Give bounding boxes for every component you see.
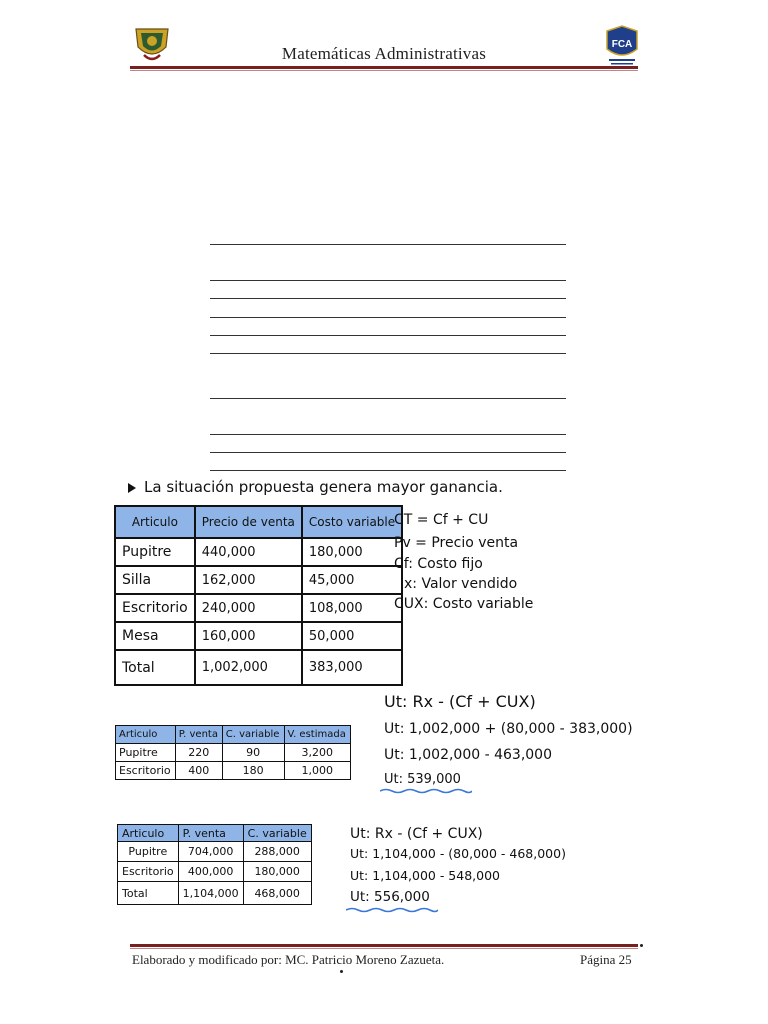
formula-line: CT = Cf + CU	[394, 512, 489, 528]
header-cell: C. variable	[243, 825, 311, 842]
ruled-line	[210, 317, 566, 318]
ruled-line	[210, 298, 566, 299]
table-total-row	[115, 650, 402, 685]
footer-rule	[130, 944, 638, 947]
formula-result: Ut: 539,000	[384, 772, 461, 787]
table-cell: Escritorio	[116, 762, 176, 780]
header-cell: P. venta	[178, 825, 243, 842]
table-cell: 45,000	[302, 566, 402, 594]
fca-logo	[605, 25, 639, 67]
table-cell: Silla	[115, 566, 195, 594]
formula-line: x: Valor vendido	[404, 576, 518, 592]
ruled-line	[210, 353, 566, 354]
header-cell: Costo variable	[302, 506, 402, 538]
table-cell: 220	[175, 744, 222, 762]
footer-rule-thin	[130, 948, 638, 949]
table-cell: Mesa	[115, 622, 195, 650]
table-cell: Pupitre	[118, 842, 179, 862]
formula-line: Cf: Costo fijo	[394, 556, 483, 572]
table-row	[116, 744, 351, 762]
ruled-line	[210, 434, 566, 435]
underline-squiggle	[380, 788, 472, 794]
table-cell: 1,104,000	[178, 882, 243, 905]
table-cell: 108,000	[302, 594, 402, 622]
page-number: Página 25	[580, 952, 632, 967]
table-row	[118, 842, 312, 862]
table-cell: 3,200	[284, 744, 350, 762]
table-header-row	[115, 506, 402, 538]
formula-line: Ut: 1,104,000 - 548,000	[350, 868, 500, 883]
table-cell: Pupitre	[115, 538, 195, 566]
table-row	[115, 538, 402, 566]
header-rule	[130, 66, 638, 69]
footer-author: Elaborado y modificado por: MC. Patricio Moreno Zazueta.	[132, 952, 445, 967]
table-cell: 468,000	[243, 882, 311, 905]
table-cell: 400,000	[178, 862, 243, 882]
table-cell: Escritorio	[118, 862, 179, 882]
ruled-line	[210, 244, 566, 245]
ruled-line	[210, 398, 566, 399]
fca-logo-text: FCA	[611, 39, 633, 50]
table-cell: Total	[118, 882, 179, 905]
header-cell: V. estimada	[284, 726, 350, 744]
formula-line: Pv = Precio venta	[394, 535, 519, 551]
proposed-table	[117, 824, 312, 905]
table-cell: 160,000	[195, 622, 302, 650]
table-row	[115, 566, 402, 594]
table-cell: Total	[115, 650, 195, 685]
table-cell: 400	[175, 762, 222, 780]
table-cell: 180,000	[302, 538, 402, 566]
header-cell: Articulo	[116, 726, 176, 744]
header-cell: Precio de venta	[195, 506, 302, 538]
table-header-row	[116, 726, 351, 744]
header-rule-thin	[130, 70, 638, 71]
formula-line: Ut: 1,104,000 - (80,000 - 468,000)	[350, 846, 566, 861]
formula-line: Ut: Rx - (Cf + CUX)	[350, 826, 483, 842]
conclusion-statement	[128, 478, 503, 496]
header-cell: Articulo	[118, 825, 179, 842]
table-cell: 162,000	[195, 566, 302, 594]
ruled-line	[210, 335, 566, 336]
table-cell: 1,002,000	[195, 650, 302, 685]
footer-dot	[640, 944, 643, 947]
footer-dot	[340, 970, 343, 973]
table-cell: 704,000	[178, 842, 243, 862]
table-cell: 90	[222, 744, 284, 762]
table-cell: 1,000	[284, 762, 350, 780]
table-cell: 288,000	[243, 842, 311, 862]
formula-result: Ut: 556,000	[350, 889, 430, 905]
table-cell: 50,000	[302, 622, 402, 650]
table-row	[115, 622, 402, 650]
table-row	[115, 594, 402, 622]
table-cell: 440,000	[195, 538, 302, 566]
table-row	[116, 762, 351, 780]
table-cell: 180,000	[243, 862, 311, 882]
header-cell: Articulo	[115, 506, 195, 538]
formula-line: CUX: Costo variable	[394, 596, 534, 612]
products-table	[114, 505, 403, 686]
table-row	[118, 862, 312, 882]
bullet-arrow-icon	[128, 483, 136, 493]
conclusion-text: La situación propuesta genera mayor ganancia.	[144, 478, 503, 496]
page-header-title: Matemáticas Administrativas	[281, 44, 487, 63]
table-cell: Pupitre	[116, 744, 176, 762]
table-cell: 240,000	[195, 594, 302, 622]
formula-line: Ut: 1,002,000 - 463,000	[384, 747, 552, 763]
ruled-line	[210, 452, 566, 453]
estimate-table	[115, 725, 351, 780]
table-total-row	[118, 882, 312, 905]
header-cell: C. variable	[222, 726, 284, 744]
header-cell: P. venta	[175, 726, 222, 744]
formula-line: Ut: Rx - (Cf + CUX)	[384, 692, 536, 711]
ruled-line	[210, 280, 566, 281]
table-cell: 180	[222, 762, 284, 780]
table-cell: Escritorio	[115, 594, 195, 622]
underline-squiggle	[346, 907, 438, 913]
ruled-line	[210, 470, 566, 471]
table-cell: 383,000	[302, 650, 402, 685]
table-header-row	[118, 825, 312, 842]
formula-line: Ut: 1,002,000 + (80,000 - 383,000)	[384, 721, 633, 737]
